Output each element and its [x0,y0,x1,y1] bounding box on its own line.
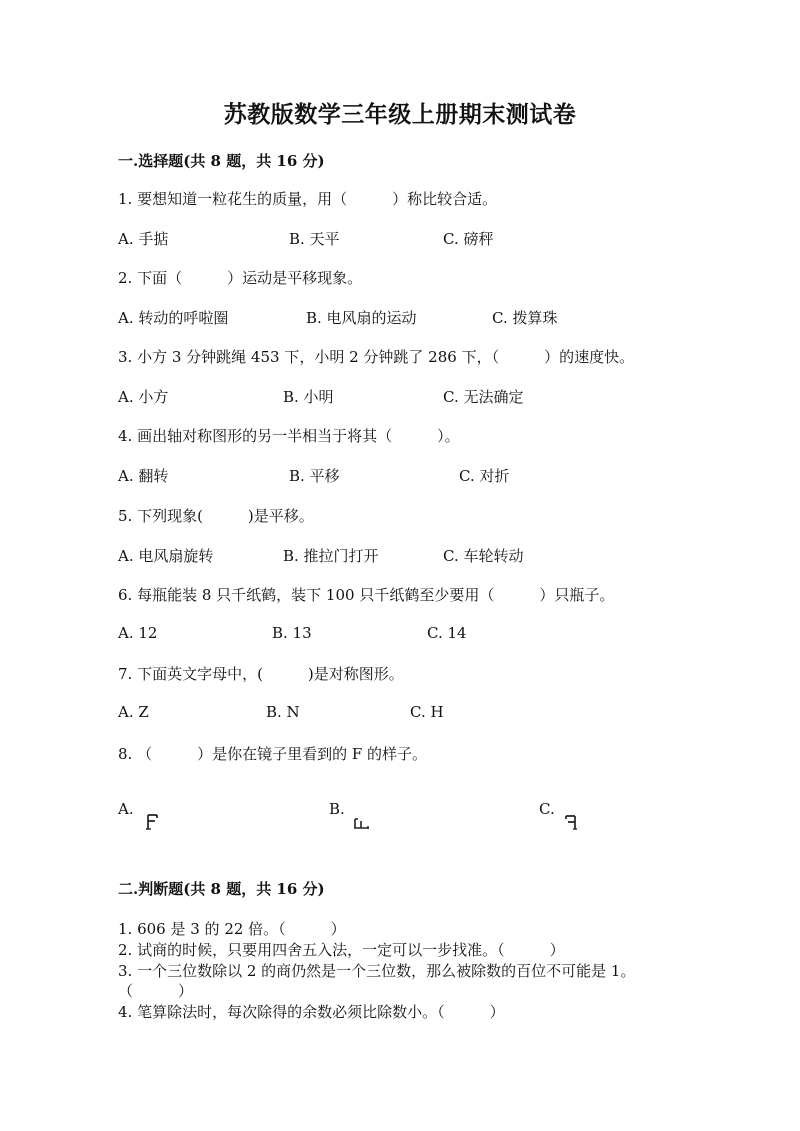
question-7-stem: 7. 下面英文字母中，( )是对称图形。 [118,665,404,683]
question-5-option-c: C. 车轮转动 [443,547,524,565]
section-heading-choice: 一.选择题(共 8 题，共 16 分) [118,152,325,170]
question-1-option-b: B. 天平 [289,230,340,248]
question-1-option-c: C. 磅秤 [443,230,494,248]
question-1-option-a: A. 手掂 [118,230,169,248]
question-4-option-c: C. 对折 [459,467,510,485]
question-4-option-b: B. 平移 [289,467,340,485]
page-title: 苏教版数学三年级上册期末测试卷 [223,101,577,128]
question-6-option-a: A. 12 [118,624,158,642]
question-5-option-b: B. 推拉门打开 [283,547,379,565]
true-false-item-1: 1. 606 是 3 的 22 倍。（ ） [118,920,346,938]
question-2-option-a: A. 转动的呼啦圈 [118,309,229,327]
question-8-option-b: B. [329,800,345,818]
f-mirrored-image [563,813,579,831]
question-7-option-a: A. Z [118,703,149,721]
question-7-option-c: C. H [410,703,444,721]
f-upright-image [145,813,161,831]
question-4-stem: 4. 画出轴对称图形的另一半相当于将其（ ）。 [118,427,460,445]
question-2-stem: 2. 下面（ ）运动是平移现象。 [118,269,363,287]
question-3-stem: 3. 小方 3 分钟跳绳 453 下，小明 2 分钟跳了 286 下，（ ）的速度快。 [118,348,635,366]
question-3-option-a: A. 小方 [118,388,169,406]
question-6-stem: 6. 每瓶能装 8 只千纸鹤，装下 100 只千纸鹤至少要用（ ）只瓶子。 [118,586,615,604]
question-5-stem: 5. 下列现象( )是平移。 [118,507,314,525]
true-false-item-3: 3. 一个三位数除以 2 的商仍然是一个三位数，那么被除数的百位不可能是 1。 [118,962,636,980]
question-6-option-c: C. 14 [427,624,467,642]
question-7-option-b: B. N [266,703,300,721]
f-rotated-image [352,816,372,830]
section-heading-true-false: 二.判断题(共 8 题，共 16 分) [118,880,325,898]
question-4-option-a: A. 翻转 [118,467,169,485]
question-8-stem: 8. （ ）是你在镜子里看到的 F 的样子。 [118,745,428,763]
question-6-option-b: B. 13 [272,624,312,642]
true-false-item-2: 2. 试商的时候，只要用四舍五入法，一定可以一步找准。（ ） [118,941,565,959]
question-2-option-c: C. 拨算珠 [492,309,558,327]
question-3-option-c: C. 无法确定 [443,388,524,406]
question-1-stem: 1. 要想知道一粒花生的质量，用（ ）称比较合适。 [118,190,498,208]
true-false-item-4: 4. 笔算除法时，每次除得的余数必须比除数小。（ ） [118,1003,505,1021]
question-5-option-a: A. 电风扇旋转 [118,547,214,565]
question-2-option-b: B. 电风扇的运动 [306,309,417,327]
question-3-option-b: B. 小明 [283,388,334,406]
question-8-option-a: A. [118,800,134,818]
true-false-item-3-bracket: （ ） [118,982,194,1000]
question-8-option-c: C. [539,800,555,818]
